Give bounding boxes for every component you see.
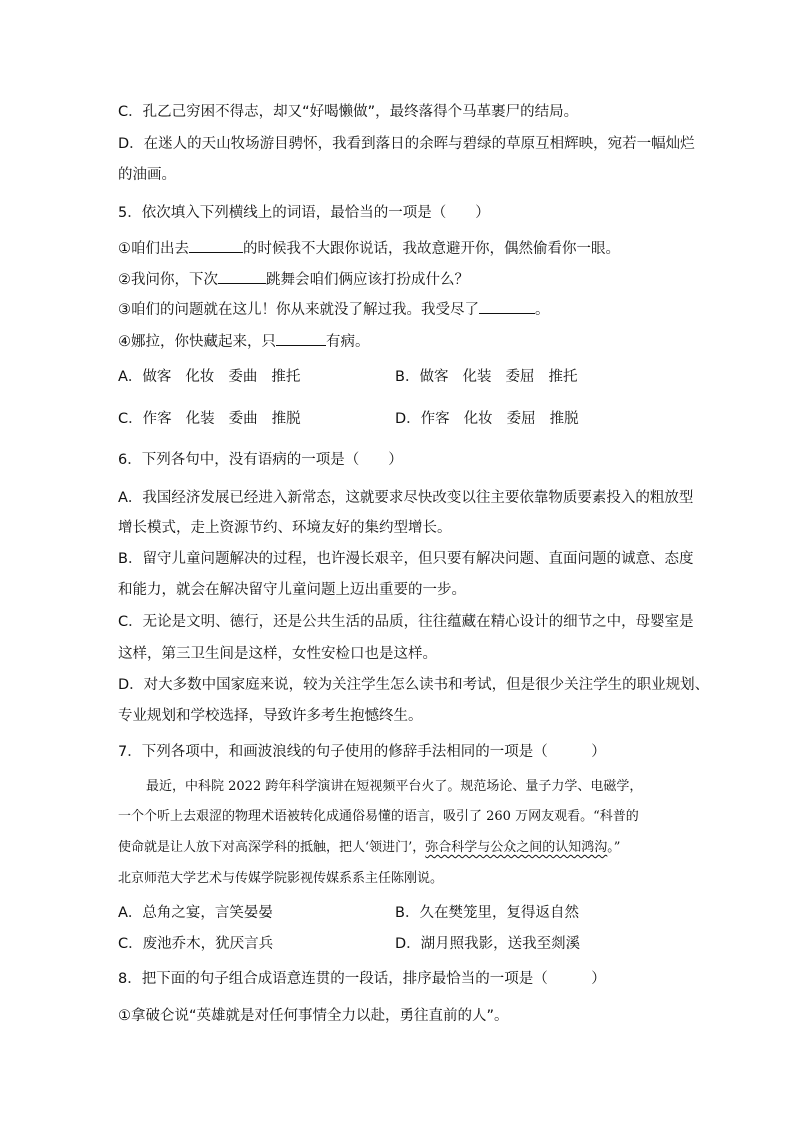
- q7-passage-line1: 最近，中科院 2022 跨年科学演讲在短视频平台火了。规范场论、量子力学、电磁学，: [146, 779, 643, 794]
- q4-option-d-line1: D．在迷人的天山牧场游目骋怀，我看到落日的余晖与碧绿的草原互相辉映，宛若一幅灿烂: [118, 136, 695, 152]
- q6-option-a-line1: A．我国经济发展已经进入新常态，这就要求尽快改变以往主要依靠物质要素投入的粗放型: [118, 490, 694, 506]
- q5-sentence-4: ④娜拉，你快藏起来，只 有病。: [118, 331, 370, 352]
- q5-option-b: B．做客 化装 委屈 推托: [395, 369, 578, 385]
- blank-line: [218, 269, 266, 284]
- q7-passage-line3: 使命就是让人放下对高深学科的抵触，把人‘领进门’，弥合科学与公众之间的认知鸿沟。”: [118, 840, 621, 855]
- q5-option-c: C．作客 化装 委曲 推脱: [118, 411, 301, 427]
- q6-option-b-line1: B．留守儿童问题解决的过程，也许漫长艰辛，但只要有解决问题、直面问题的诚意、态度: [118, 551, 694, 567]
- q8-stem: 8．把下面的句子组合成语意连贯的一段话，排序最恰当的一项是（ ）: [118, 971, 606, 987]
- q5-sentence-3: ③咱们的问题就在这儿！你从来就没了解过我。我受尽了 。: [118, 299, 550, 320]
- q6-option-b-line2: 和能力，就会在解决留守儿童问题上迈出重要的一步。: [118, 582, 466, 598]
- q7-passage-line4: 北京师范大学艺术与传媒学院影视传媒系系主任陈刚说。: [118, 871, 444, 886]
- q7-option-b: B．久在樊笼里，复得返自然: [395, 905, 579, 921]
- q7-option-d: D．湖月照我影，送我至剡溪: [395, 936, 581, 952]
- q7-stem: 7．下列各项中，和画波浪线的句子使用的修辞手法相同的一项是（ ）: [118, 744, 606, 760]
- wavy-underlined-sentence: 弥合科学与公众之间的认知鸿沟: [425, 840, 608, 855]
- blank-line: [276, 331, 326, 346]
- q7-option-c: C．废池乔木，犹厌言兵: [118, 936, 274, 952]
- blank-line: [189, 238, 243, 253]
- blank-line: [479, 299, 535, 314]
- q4-option-d-line2: 的油画。: [118, 167, 176, 183]
- q6-option-c-line2: 这样，第三卫生间是这样，女性安检口也是这样。: [118, 646, 437, 662]
- q6-option-d-line2: 专业规划和学校选择，导致许多考生抱憾终生。: [118, 708, 423, 724]
- q5-stem: 5．依次填入下列横线上的词语，最恰当的一项是（ ）: [118, 205, 490, 221]
- q6-option-a-line2: 增长模式，走上资源节约、环境友好的集约型增长。: [118, 520, 452, 536]
- q4-option-c: C．孔乙己穷困不得志，却又“好喝懒做”，最终落得个马革裹尸的结局。: [118, 104, 579, 120]
- q8-sentence-1: ①拿破仑说“英雄就是对任何事情全力以赴，勇往直前的人”。: [118, 1008, 509, 1024]
- q6-stem: 6．下列各句中，没有语病的一项是（ ）: [118, 452, 403, 468]
- q7-passage-line2: 一个个听上去艰涩的物理术语被转化成通俗易懂的语言，吸引了 260 万网友观看。“科普的: [118, 809, 639, 824]
- q5-sentence-1: ①咱们出去 的时候我不大跟你说话，我故意避开你，偶然偷看你一眼。: [118, 238, 620, 259]
- q5-sentence-2: ②我问你，下次 跳舞会咱们俩应该打扮成什么？: [118, 269, 469, 290]
- q7-option-a: A．总角之宴，言笑晏晏: [118, 905, 273, 921]
- q5-option-a: A．做客 化妆 委曲 推托: [118, 369, 301, 385]
- q5-option-d: D．作客 化妆 委屈 推脱: [395, 411, 579, 427]
- q6-option-d-line1: D．对大多数中国家庭来说，较为关注学生怎么读书和考试，但是很少关注学生的职业规划、: [118, 677, 710, 693]
- q6-option-c-line1: C．无论是文明、德行，还是公共生活的品质，往往蕴藏在精心设计的细节之中，母婴室是: [118, 614, 694, 630]
